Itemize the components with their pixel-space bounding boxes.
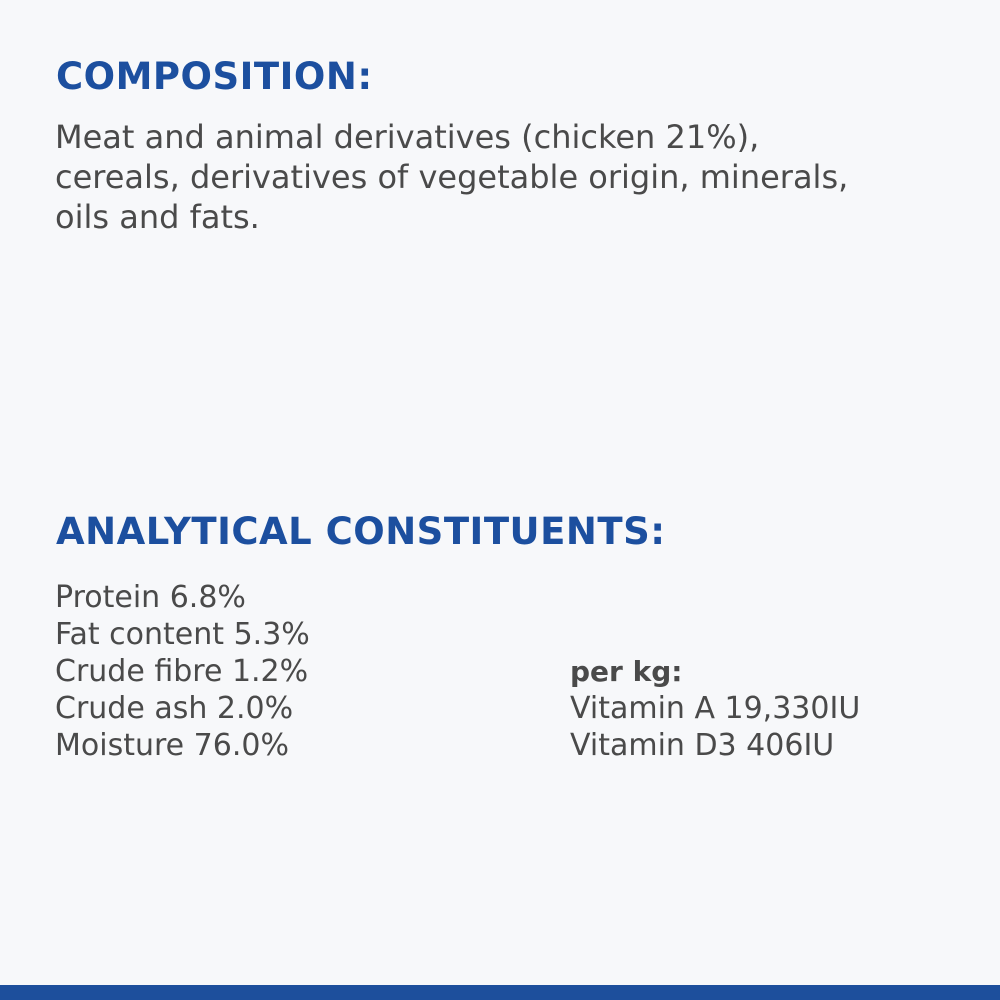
analytical-constituents-heading: ANALYTICAL CONSTITUENTS:: [56, 510, 666, 553]
vitamin-item: Vitamin D3 406IU: [570, 728, 835, 763]
constituent-item: Protein 6.8%: [55, 580, 246, 615]
bottom-accent-bar: [0, 985, 1000, 1000]
constituent-item: Crude ash 2.0%: [55, 691, 294, 726]
composition-line: oils and fats.: [55, 198, 260, 236]
composition-text: [55, 117, 935, 237]
composition-heading: COMPOSITION:: [56, 55, 373, 98]
constituent-item: Moisture 76.0%: [55, 728, 289, 763]
constituent-item: Crude fibre 1.2%: [55, 654, 309, 689]
vitamin-item: Vitamin A 19,330IU: [570, 691, 861, 726]
composition-line: cereals, derivatives of vegetable origin, minerals,: [55, 158, 849, 196]
composition-line: Meat and animal derivatives (chicken 21%),: [55, 118, 760, 156]
per-kg-label: per kg:: [570, 655, 683, 688]
constituents-list: [55, 579, 310, 764]
vitamins-list: [570, 653, 860, 764]
constituent-item: Fat content 5.3%: [55, 617, 310, 652]
